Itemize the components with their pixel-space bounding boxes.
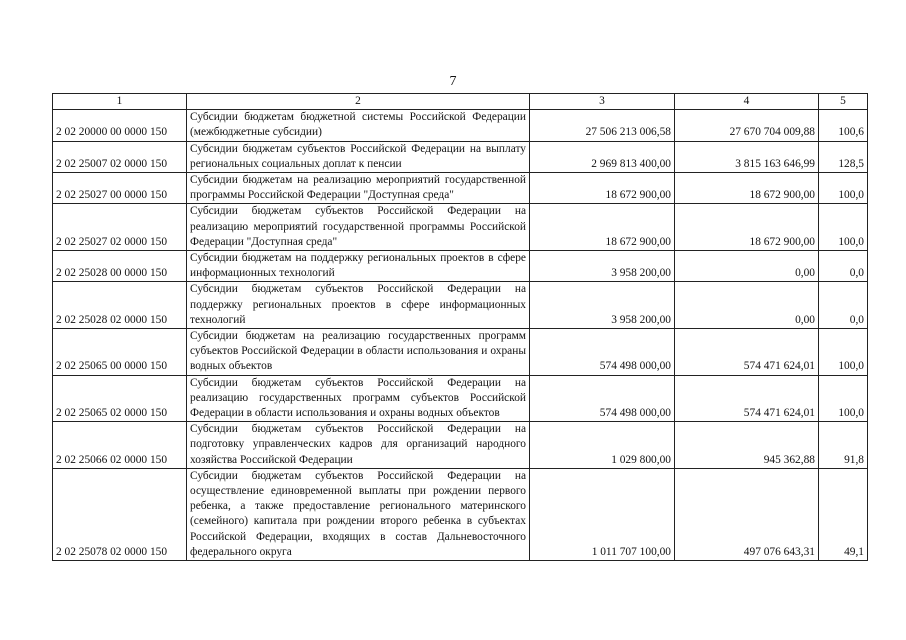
plan-amount-cell: 18 672 900,00 <box>530 204 675 251</box>
table-row <box>53 141 868 172</box>
income-name-cell: Субсидии бюджетам на реализацию мероприятий государственной программы Российской Федерации "Доступная среда" <box>187 173 530 204</box>
table-row <box>53 422 868 469</box>
budget-code-cell: 2 02 20000 00 0000 150 <box>53 110 187 141</box>
income-name-cell: Субсидии бюджетам на поддержку региональных проектов в сфере информационных технологий <box>187 251 530 282</box>
column-header-4: 4 <box>675 94 819 110</box>
budget-code-cell: 2 02 25027 02 0000 150 <box>53 204 187 251</box>
plan-amount-cell: 18 672 900,00 <box>530 173 675 204</box>
actual-amount-cell: 574 471 624,01 <box>675 375 819 422</box>
plan-amount-cell: 3 958 200,00 <box>530 282 675 329</box>
actual-amount-cell: 0,00 <box>675 251 819 282</box>
actual-amount-cell: 945 362,88 <box>675 422 819 469</box>
plan-amount-cell: 3 958 200,00 <box>530 251 675 282</box>
income-name-cell: Субсидии бюджетам субъектов Российской Федерации на поддержку региональных проектов в сфере информационных технологий <box>187 282 530 329</box>
income-name-cell: Субсидии бюджетам субъектов Российской Федерации на подготовку управленческих кадров для организаций народного хозяйства Российской Федерации <box>187 422 530 469</box>
table-row <box>53 110 868 141</box>
budget-code-cell: 2 02 25065 00 0000 150 <box>53 329 187 376</box>
table-row <box>53 468 868 560</box>
column-header-3: 3 <box>530 94 675 110</box>
percent-cell: 100,0 <box>819 329 868 376</box>
column-header-5: 5 <box>819 94 868 110</box>
percent-cell: 100,6 <box>819 110 868 141</box>
actual-amount-cell: 27 670 704 009,88 <box>675 110 819 141</box>
percent-cell: 100,0 <box>819 173 868 204</box>
table-row <box>53 375 868 422</box>
budget-code-cell: 2 02 25065 02 0000 150 <box>53 375 187 422</box>
percent-cell: 0,0 <box>819 282 868 329</box>
table-row <box>53 329 868 376</box>
page-number: 7 <box>449 74 457 89</box>
actual-amount-cell: 18 672 900,00 <box>675 204 819 251</box>
plan-amount-cell: 1 029 800,00 <box>530 422 675 469</box>
table-row <box>53 173 868 204</box>
actual-amount-cell: 497 076 643,31 <box>675 468 819 560</box>
plan-amount-cell: 2 969 813 400,00 <box>530 141 675 172</box>
percent-cell: 0,0 <box>819 251 868 282</box>
budget-code-cell: 2 02 25078 02 0000 150 <box>53 468 187 560</box>
plan-amount-cell: 574 498 000,00 <box>530 329 675 376</box>
income-name-cell: Субсидии бюджетам бюджетной системы Российской Федерации (межбюджетные субсидии) <box>187 110 530 141</box>
actual-amount-cell: 3 815 163 646,99 <box>675 141 819 172</box>
column-header-2: 2 <box>187 94 530 110</box>
actual-amount-cell: 18 672 900,00 <box>675 173 819 204</box>
table-row <box>53 251 868 282</box>
percent-cell: 100,0 <box>819 375 868 422</box>
percent-cell: 91,8 <box>819 422 868 469</box>
table-row <box>53 282 868 329</box>
budget-table <box>52 93 868 561</box>
income-name-cell: Субсидии бюджетам субъектов Российской Федерации на реализацию государственных программ субъектов Российской Федерации в области использования и охраны водных объектов <box>187 375 530 422</box>
income-name-cell: Субсидии бюджетам на реализацию государственных программ субъектов Российской Федерации в области использования и охраны водных объектов <box>187 329 530 376</box>
actual-amount-cell: 0,00 <box>675 282 819 329</box>
income-name-cell: Субсидии бюджетам субъектов Российской Федерации на реализацию мероприятий государственной программы Российской Федерации "Доступная среда" <box>187 204 530 251</box>
plan-amount-cell: 574 498 000,00 <box>530 375 675 422</box>
plan-amount-cell: 27 506 213 006,58 <box>530 110 675 141</box>
column-header-1: 1 <box>53 94 187 110</box>
income-name-cell: Субсидии бюджетам субъектов Российской Федерации на осуществление единовременной выплаты при рождении первого ребенка, а также предоставление регионального материнского (семейного) капитала при рождении второго ребенка в субъектах Российской Федерации, входящих в состав Дальневосточного федерального округа <box>187 468 530 560</box>
budget-code-cell: 2 02 25027 00 0000 150 <box>53 173 187 204</box>
actual-amount-cell: 574 471 624,01 <box>675 329 819 376</box>
budget-code-cell: 2 02 25028 00 0000 150 <box>53 251 187 282</box>
income-name-cell: Субсидии бюджетам субъектов Российской Федерации на выплату региональных социальных доплат к пенсии <box>187 141 530 172</box>
percent-cell: 128,5 <box>819 141 868 172</box>
percent-cell: 100,0 <box>819 204 868 251</box>
budget-code-cell: 2 02 25007 02 0000 150 <box>53 141 187 172</box>
plan-amount-cell: 1 011 707 100,00 <box>530 468 675 560</box>
percent-cell: 49,1 <box>819 468 868 560</box>
table-header-row <box>53 94 868 110</box>
budget-code-cell: 2 02 25066 02 0000 150 <box>53 422 187 469</box>
table-row <box>53 204 868 251</box>
budget-code-cell: 2 02 25028 02 0000 150 <box>53 282 187 329</box>
